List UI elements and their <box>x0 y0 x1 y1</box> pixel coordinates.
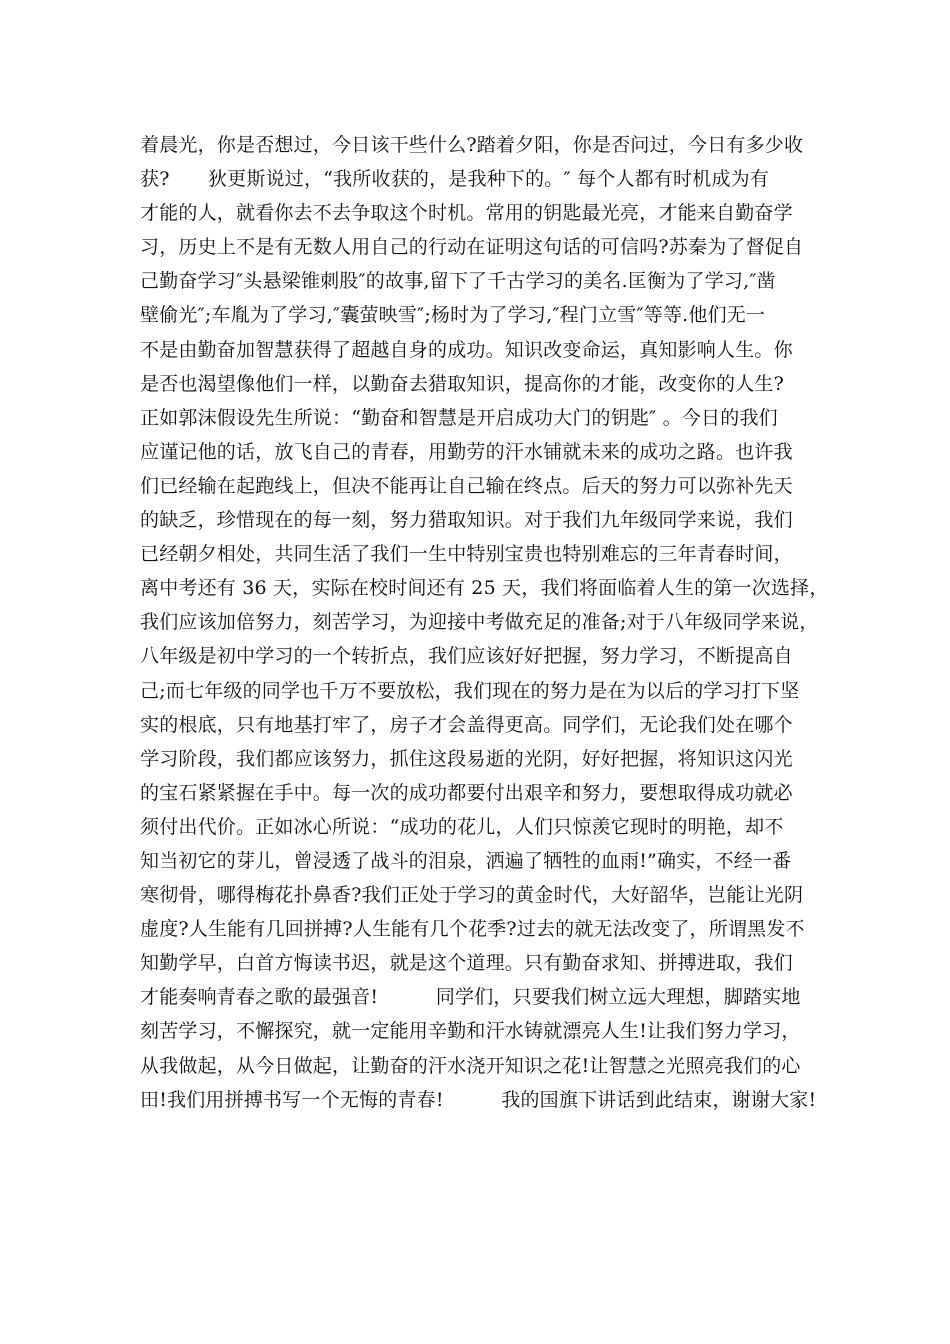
text-line: 从我做起，从今日做起，让勤奋的汗水浇开知识之花!让智慧之光照亮我们的心 <box>140 1054 801 1077</box>
text-line: 是否也渴望像他们一样，以勤奋去猎取知识，提高你的才能，改变你的人生? <box>140 372 784 395</box>
text-line: 己勤奋学习″头悬梁锥刺股″的故事,留下了千古学习的美名.匡衡为了学习,″凿 <box>140 270 776 293</box>
text-line: 应谨记他的话，放飞自己的青春，用勤劳的汗水铺就未来的成功之路。也许我 <box>140 440 793 463</box>
text-line: 虚度?人生能有几回拼搏?人生能有几个花季?过去的就无法改变了，所谓黑发不 <box>140 918 805 941</box>
text-line: 我们应该加倍努力，刻苦学习，为迎接中考做充足的准备;对于八年级同学来说， <box>140 611 819 634</box>
text-line: 的宝石紧紧握在手中。每一次的成功都要付出艰辛和努力，要想取得成功就必 <box>140 781 793 804</box>
text-line: 习，历史上不是有无数人用自己的行动在证明这句话的可信吗?苏秦为了督促自 <box>140 236 804 259</box>
text-line: 离中考还有 36 天，实际在校时间还有 25 天，我们将面临着人生的第一次选择， <box>140 577 829 600</box>
speech-body-text <box>140 128 830 1117</box>
text-line: 实的根底，只有地基打牢了，房子才会盖得更高。同学们，无论我们处在哪个 <box>140 713 793 736</box>
text-line: 才能的人，就看你去不去争取这个时机。常用的钥匙最光亮，才能来自勤奋学 <box>140 202 793 225</box>
text-line: 知当初它的芽儿，曾浸透了战斗的泪泉，洒遍了牺牲的血雨!”确实，不经一番 <box>140 849 792 872</box>
text-line: 刻苦学习，不懈探究，就一定能用辛勤和汗水铸就漂亮人生!让我们努力学习， <box>140 1020 801 1043</box>
text-line: 八年级是初中学习的一个转折点，我们应该好好把握，努力学习，不断提高自 <box>140 645 793 668</box>
text-line: 才能奏响青春之歌的最强音! 同学们，只要我们树立远大理想，脚踏实地 <box>140 986 801 1009</box>
text-line: 知勤学早，白首方悔读书迟，就是这个道理。只有勤奋求知、拼搏进取，我们 <box>140 952 793 975</box>
text-line: 学习阶段，我们都应该努力，抓住这段易逝的光阴，好好把握，将知识这闪光 <box>140 747 793 770</box>
text-line: 己;而七年级的同学也千万不要放松，我们现在的努力是在为以后的学习打下坚 <box>140 679 800 702</box>
text-line: 着晨光，你是否想过，今日该干些什么?踏着夕阳，你是否问过，今日有多少收 <box>140 134 804 156</box>
text-line: 的缺乏，珍惜现在的每一刻，努力猎取知识。对于我们九年级同学来说，我们 <box>140 509 793 532</box>
text-line: 不是由勤奋加智慧获得了超越自身的成功。知识改变命运，真知影响人生。你 <box>140 338 793 361</box>
text-line: 已经朝夕相处，共同生活了我们一生中特别宝贵也特别难忘的三年青春时间， <box>140 543 793 566</box>
text-line: 正如郭沫假设先生所说：“勤奋和智慧是开启成功大门的钥匙″ 。今日的我们 <box>140 406 778 429</box>
text-line: 们已经输在起跑线上，但决不能再让自己输在终点。后天的努力可以弥补先天 <box>140 474 793 497</box>
text-line: 壁偷光″;车胤为了学习,″囊萤映雪″;杨时为了学习,″程门立雪″等等.他们无一 <box>140 304 766 327</box>
text-line: 须付出代价。正如冰心所说：“成功的花儿，人们只惊羡它现时的明艳，却不 <box>140 815 784 838</box>
text-line: 获? 狄更斯说过，“我所收获的，是我种下的。″ 每个人都有时机成为有 <box>140 168 770 191</box>
text-line: 寒彻骨，哪得梅花扑鼻香?我们正处于学习的黄金时代，大好韶华，岂能让光阴 <box>140 884 804 907</box>
text-line: 田!我们用拼搏书写一个无悔的青春! 我的国旗下讲话到此结束，谢谢大家! <box>140 1088 817 1111</box>
